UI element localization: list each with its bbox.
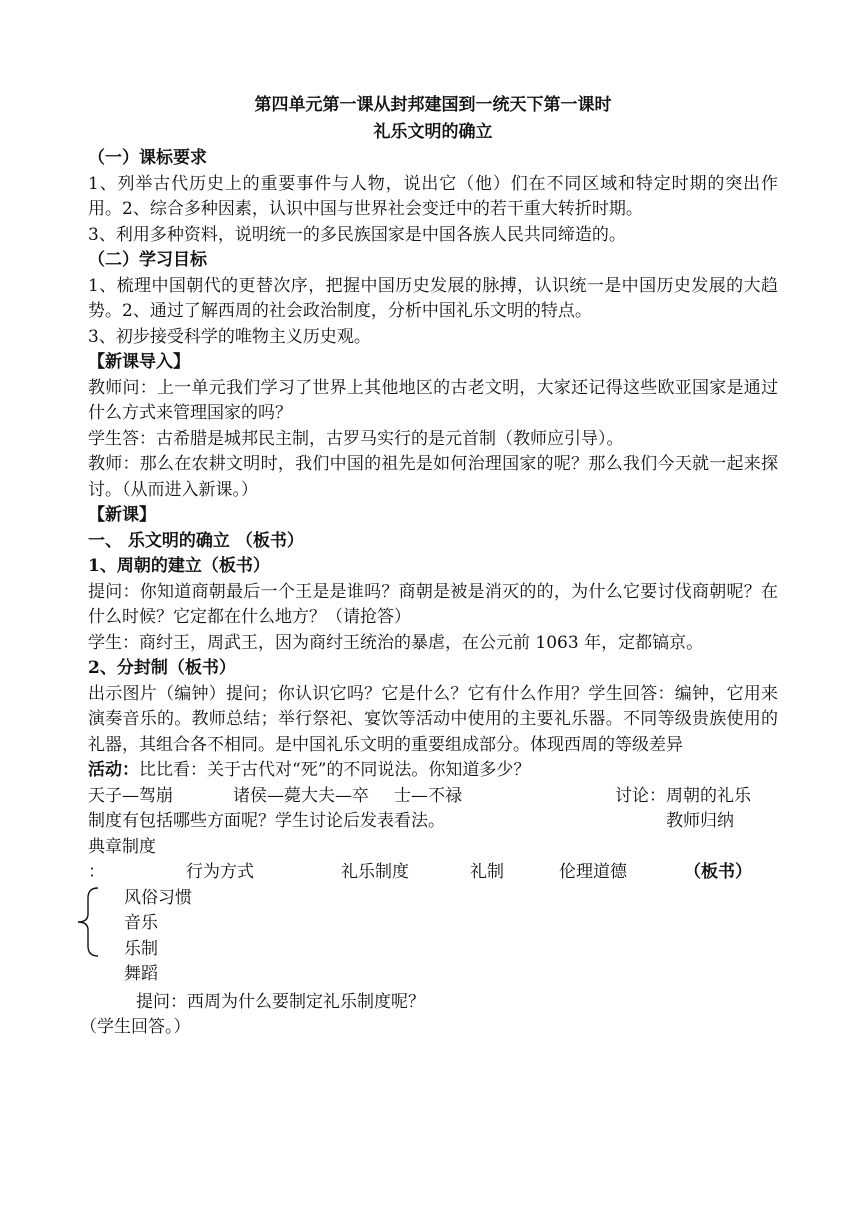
death-term-tianzi: 天子—驾崩 xyxy=(88,785,173,806)
document-page xyxy=(80,92,778,1041)
brace-item-customs: 风俗习惯 xyxy=(124,887,192,908)
activity-label: 活动： xyxy=(88,760,139,780)
part1-heading: 一、 乐文明的确立 （板书） xyxy=(88,530,304,551)
intro-paragraph-2: 学生答：古希腊是城邦民主制，古罗马实行的是元首制（教师应引导）。 xyxy=(88,428,624,449)
sub1-paragraph-2: 学生：商纣王，周武王，因为商纣王统治的暴虐，在公元前 1063 年，定都镐京。 xyxy=(88,632,704,653)
discussion-prompt: 讨论：周朝的礼乐 xyxy=(615,785,751,806)
board-note: （板书） xyxy=(684,862,752,882)
sub1-paragraph-1: 提问：你知道商朝最后一个王是是谁吗？商朝是被是消灭的的，为什么它要讨伐商朝呢？在什么时候？它定都在什么地方？（请抢答） xyxy=(88,581,778,627)
activity-line xyxy=(88,758,778,784)
new-lesson-heading: 【新课】 xyxy=(88,505,156,525)
question-line: 提问：西周为什么要制定礼乐制度呢？ xyxy=(136,991,425,1012)
category-behavior: 行为方式 xyxy=(186,862,254,882)
sub1-heading: 1、周朝的建立（板书） xyxy=(88,556,270,576)
category-ethics: 伦理道德 xyxy=(559,862,627,882)
section1-paragraph-2: 3、利用多种资料，说明统一的多民族国家是中国各族人民共同缔造的。 xyxy=(88,224,626,245)
brace-list xyxy=(88,886,778,990)
death-term-zhuhou: 诸侯—薨大夫—卒 xyxy=(233,785,369,806)
section1-paragraph-1: 1、列举古代历史上的重要事件与人物，说出它（他）们在不同区域和特定时期的突出作用。2、综合多种因素，认识中国与世界社会变迁中的若干重大转折时期。 xyxy=(88,173,778,219)
brace-item-music-system: 乐制 xyxy=(124,938,158,959)
answer-line: （学生回答。） xyxy=(80,1017,191,1037)
title-line-2: 礼乐文明的确立 xyxy=(373,122,493,142)
section2-paragraph-2: 3、初步接受科学的唯物主义历史观。 xyxy=(88,326,371,347)
death-terms-row xyxy=(88,784,778,810)
category-ritual-music: 礼乐制度 xyxy=(341,862,409,882)
intro-paragraph-3: 教师：那么在农耕文明时，我们中国的祖先是如何治理国家的呢？那么我们今天就一起来探讨。（从而进入新课。） xyxy=(88,454,778,500)
teacher-summary: 教师归纳 xyxy=(666,811,734,831)
category-rites: 礼制 xyxy=(470,862,504,882)
sub2-paragraph-1: 出示图片（编钟）提问；你认识它吗？它是什么？它有什么作用？学生回答：编钟，它用来演奏音乐的。教师总结；举行祭祀、宴饮等活动中使用的主要礼乐器。不同等级贵族使用的礼器，其组合各不相同。是中国礼乐文明的重要组成部分。体现西周的等级差异 xyxy=(88,683,778,755)
intro-paragraph-1: 教师问：上一单元我们学习了世界上其他地区的古老文明，大家还记得这些欧亚国家是通过什么方式来管理国家的吗？ xyxy=(88,377,778,423)
section1-heading: （一）课标要求 xyxy=(88,148,207,168)
brace-item-music: 音乐 xyxy=(124,913,158,933)
activity-text: 比比看：关于古代对“死”的不同说法。你知道多少？ xyxy=(139,760,531,780)
colon-mark: ： xyxy=(88,862,105,882)
intro-heading: 【新课导入】 xyxy=(88,352,190,372)
death-term-shi: 士—不禄 xyxy=(394,785,462,806)
title-line-1: 第四单元第一课从封邦建国到一统天下第一课时 xyxy=(254,95,612,115)
section2-paragraph-1: 1、梳理中国朝代的更替次序，把握中国历史发展的脉搏，认识统一是中国历史发展的大趋势。2、通过了解西周的社会政治制度，分析中国礼乐文明的特点。 xyxy=(88,275,778,321)
sub2-heading: 2、分封制（板书） xyxy=(88,658,236,678)
curly-brace-icon xyxy=(72,886,102,958)
discussion-continued: 制度有包括哪些方面呢？学生讨论后发表看法。 xyxy=(88,811,445,831)
brace-item-dance: 舞蹈 xyxy=(124,964,158,984)
dianzhang-label: 典章制度 xyxy=(88,836,156,857)
brace-items xyxy=(124,886,192,988)
discussion-row xyxy=(88,809,778,835)
section2-heading: （二）学习目标 xyxy=(88,250,207,270)
categories-row xyxy=(88,860,778,886)
